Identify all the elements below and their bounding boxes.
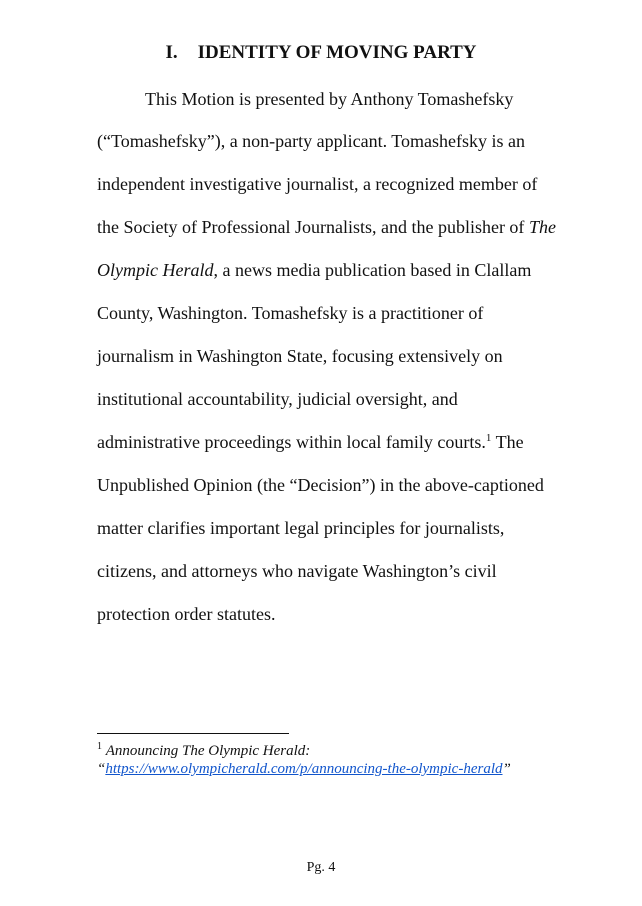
footnote-close-quote: ” bbox=[502, 761, 511, 777]
body-line-1: This Motion is presented by Anthony Tomashefsky bbox=[145, 89, 514, 109]
footnote-marker: 1 bbox=[97, 741, 102, 752]
footnote-reference[interactable]: 1 bbox=[485, 432, 492, 444]
body-line-7: journalism in Washington State, focusing extensively on bbox=[97, 346, 503, 366]
body-line-11: matter clarifies important legal principles for journalists, bbox=[97, 518, 505, 538]
body-line-6: County, Washington. Tomashefsky is a practitioner of bbox=[97, 303, 484, 323]
section-title: IDENTITY OF MOVING PARTY bbox=[197, 42, 477, 63]
body-line-13: protection order statutes. bbox=[97, 604, 276, 624]
footnote-line-1 bbox=[97, 742, 310, 760]
body-line-12: citizens, and attorneys who navigate Washington’s civil bbox=[97, 561, 497, 581]
body-line-5-text: , a news media publication based in Clallam bbox=[213, 260, 532, 280]
publication-title-part-2: Olympic Herald bbox=[97, 260, 214, 280]
page-number: Pg. 4 bbox=[306, 860, 336, 875]
body-line-9-text: administrative proceedings within local family courts. bbox=[97, 432, 486, 452]
footnote-open-quote: “ bbox=[97, 761, 106, 777]
footnote-text: Announcing The Olympic Herald: bbox=[105, 743, 311, 759]
footnote-separator bbox=[97, 733, 289, 734]
body-line-4 bbox=[97, 215, 556, 239]
footnote-line-2 bbox=[97, 760, 511, 778]
section-number: I. bbox=[165, 42, 178, 63]
body-line-9 bbox=[97, 430, 524, 454]
body-line-4-text: the Society of Professional Journalists, and the publisher of bbox=[97, 217, 529, 237]
body-line-2: (“Tomashefsky”), a non-party applicant. Tomashefsky is an bbox=[97, 131, 526, 151]
body-line-10: Unpublished Opinion (the “Decision”) in the above-captioned bbox=[97, 475, 544, 495]
body-line-9-tail: The bbox=[491, 432, 524, 452]
body-line-3: independent investigative journalist, a recognized member of bbox=[97, 174, 538, 194]
body-line-5 bbox=[97, 258, 531, 282]
publication-title-part-1: The bbox=[528, 217, 556, 237]
section-heading bbox=[0, 41, 642, 65]
body-line-8: institutional accountability, judicial oversight, and bbox=[97, 389, 458, 409]
footnote-link[interactable]: https://www.olympicherald.com/p/announcing-the-olympic-herald bbox=[105, 761, 503, 777]
